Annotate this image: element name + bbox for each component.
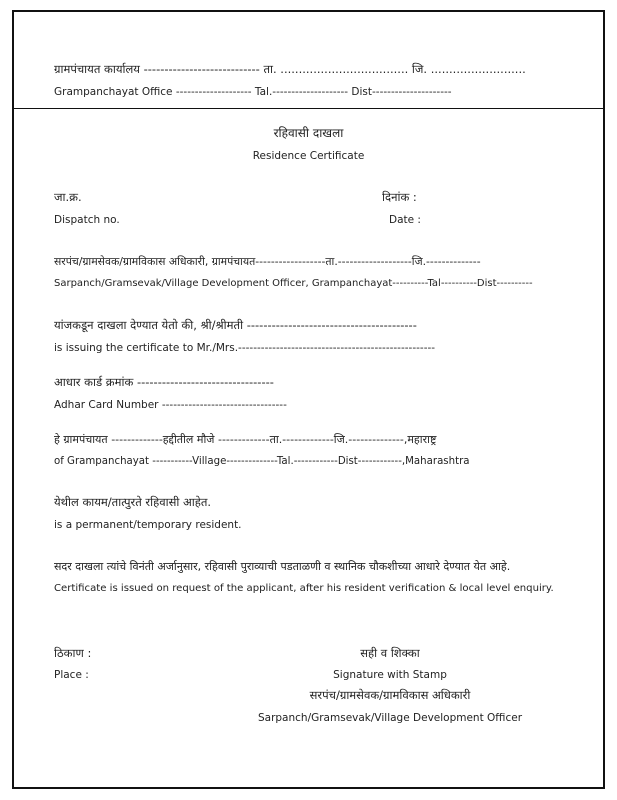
dispatch-label-english: Dispatch no. [54, 214, 120, 226]
signature-label-english: Signature with Stamp [333, 669, 447, 681]
header-divider [12, 108, 605, 109]
jurisdiction-line-english: of Grampanchayat -----------Village--------------Tal.------------Dist------------,Maharashtra [54, 456, 470, 467]
basis-line-english: Certificate is issued on request of the applicant, after his resident verification & local level enquiry. [54, 583, 554, 594]
dispatch-label-marathi: जा.क्र. [54, 190, 82, 204]
residency-line-marathi: येथील कायम/तात्पुरते रहिवासी आहेत. [54, 495, 212, 509]
basis-line-marathi: सदर दाखला त्यांचे विनंती अर्जानुसार, रहिवासी पुराव्याची पडताळणी व स्थानिक चौकशीच्या आधारे देण्यात येत आहे. [54, 560, 511, 573]
place-label-english: Place : [54, 669, 89, 681]
aadhar-line-english: Adhar Card Number --------------------------------- [54, 399, 287, 411]
date-label-marathi: दिनांक : [382, 190, 417, 204]
office-line-marathi: ग्रामपंचायत कार्यालय ---------------------------- ता. ................................... जि. .......................... [54, 62, 526, 76]
jurisdiction-line-marathi: हे ग्रामपंचायत -------------हद्दीतील मौजे -------------ता.-------------जि.--------------,महाराष्ट्र [54, 433, 437, 446]
certificate-title-english: Residence Certificate [252, 150, 365, 162]
place-label-marathi: ठिकाण : [54, 646, 92, 660]
date-label-english: Date : [389, 214, 421, 226]
certificate-title-marathi: रहिवासी दाखला [273, 126, 344, 140]
signature-label-marathi: सही व शिक्का [360, 646, 420, 660]
aadhar-line-marathi: आधार कार्ड क्रमांक --------------------------------- [54, 375, 274, 389]
officer-title-marathi: सरपंच/ग्रामसेवक/ग्रामविकास अधिकारी [309, 688, 471, 702]
residency-line-english: is a permanent/temporary resident. [54, 519, 242, 531]
recipient-line-marathi: यांजकडून दाखला देण्यात येतो की, श्री/श्रीमती ----------------------------------------- [54, 318, 417, 332]
issuer-line-marathi: सरपंच/ग्रामसेवक/ग्रामविकास अधिकारी, ग्रामपंचायत------------------ता.-------------------जि.-------------- [54, 255, 481, 268]
officer-title-english: Sarpanch/Gramsevak/Village Development Officer [257, 712, 523, 724]
recipient-line-english: is issuing the certificate to Mr./Mrs.---------------------------------------------------- [54, 342, 436, 354]
issuer-line-english: Sarpanch/Gramsevak/Village Development Officer, Grampanchayat----------Tal----------Dist---------- [54, 278, 533, 289]
office-line-english: Grampanchayat Office -------------------- Tal.-------------------- Dist--------------------- [54, 86, 452, 98]
